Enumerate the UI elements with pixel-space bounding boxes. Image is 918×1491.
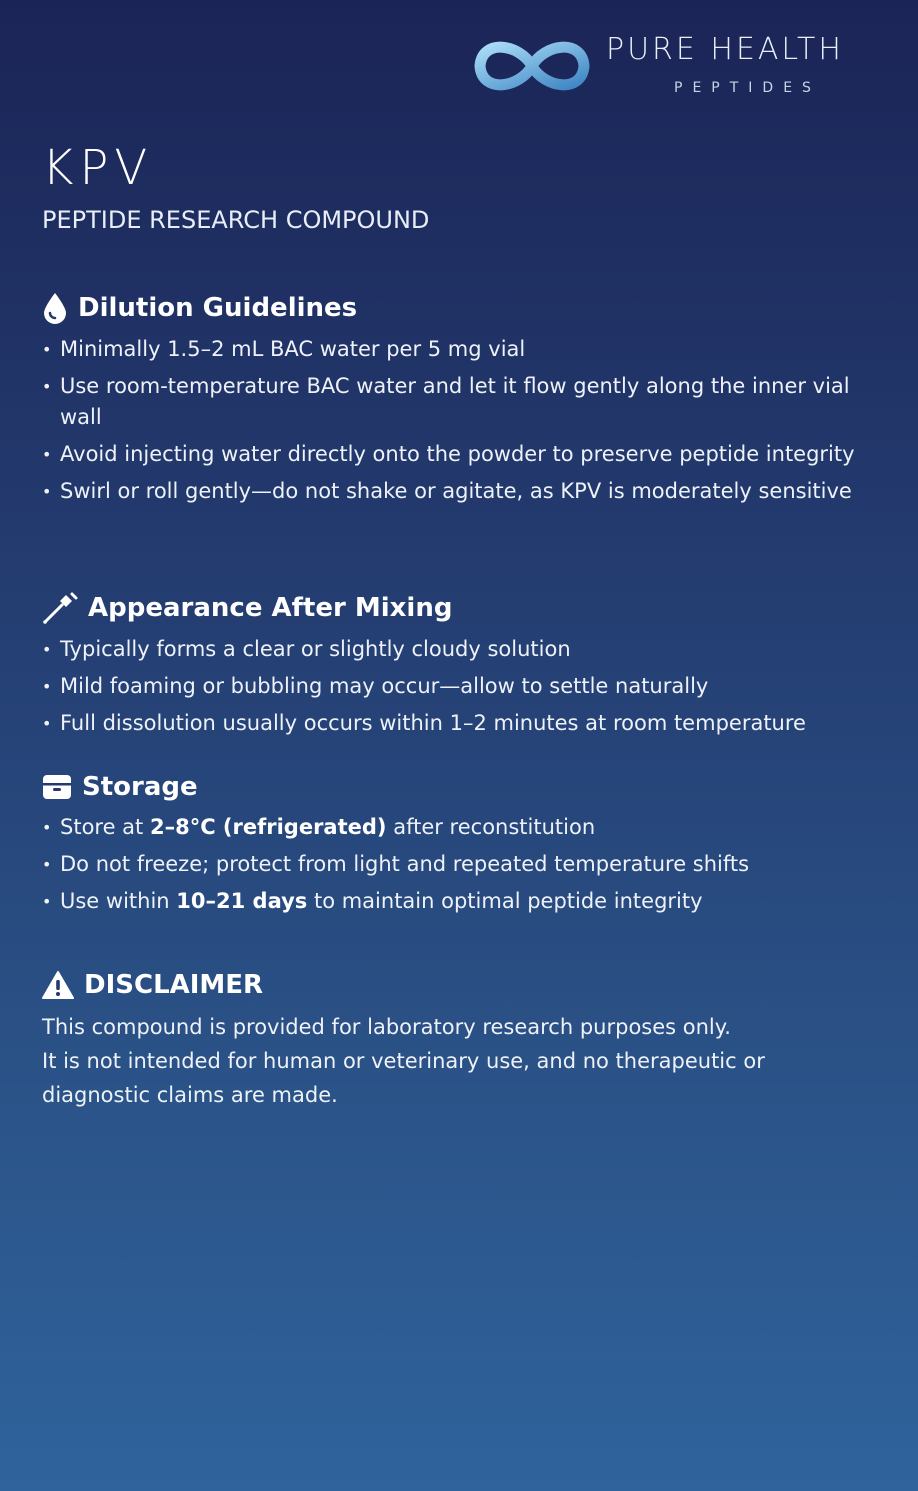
- disclaimer-section: [42, 970, 872, 1112]
- pipette-icon: [42, 592, 78, 624]
- product-title: KPV: [42, 140, 154, 196]
- list-item: • Full dissolution usually occurs within 1–2 minutes at room temperature: [42, 708, 872, 739]
- list-item: • Avoid injecting water directly onto the powder to preserve peptide integrity: [42, 439, 872, 470]
- list-item: • Store at 2–8°C (refrigerated) after reconstitution: [42, 812, 872, 843]
- appearance-heading: [42, 592, 872, 624]
- dilution-section: [42, 292, 872, 513]
- dilution-list: [42, 334, 872, 507]
- warning-icon: [42, 970, 74, 1000]
- product-subtitle: PEPTIDE RESEARCH COMPOUND: [42, 206, 430, 234]
- list-item: • Typically forms a clear or slightly cloudy solution: [42, 634, 872, 665]
- infinity-logo-icon: [472, 30, 592, 102]
- box-icon: [42, 773, 72, 801]
- dilution-heading: [42, 292, 872, 324]
- droplet-icon: [42, 292, 68, 324]
- disclaimer-heading: [42, 970, 872, 1000]
- storage-list: [42, 812, 872, 917]
- disclaimer-heading-label: DISCLAIMER: [84, 970, 264, 1000]
- appearance-section: [42, 592, 872, 745]
- appearance-heading-label: Appearance After Mixing: [88, 593, 453, 623]
- list-item: • Swirl or roll gently—do not shake or agitate, as KPV is moderately sensitive: [42, 476, 872, 507]
- storage-heading: [42, 772, 872, 802]
- brand-logo: [472, 30, 882, 102]
- brand-tagline: PEPTIDES: [674, 80, 821, 96]
- list-item: • Use room-temperature BAC water and let it flow gently along the inner vial wall: [42, 371, 872, 433]
- storage-heading-label: Storage: [82, 772, 198, 802]
- list-item: • Do not freeze; protect from light and repeated temperature shifts: [42, 849, 872, 880]
- list-item: • Mild foaming or bubbling may occur—allow to settle naturally: [42, 671, 872, 702]
- dilution-heading-label: Dilution Guidelines: [78, 293, 358, 323]
- disclaimer-text: This compound is provided for laboratory research purposes only. It is not intended for human or veterinary use, and no therapeutic or diagnostic claims are made.: [42, 1015, 765, 1107]
- list-item: • Minimally 1.5–2 mL BAC water per 5 mg vial: [42, 334, 872, 365]
- appearance-list: [42, 634, 872, 739]
- brand-name: PURE HEALTH: [606, 32, 844, 67]
- storage-section: [42, 772, 872, 923]
- list-item: • Use within 10–21 days to maintain optimal peptide integrity: [42, 886, 872, 917]
